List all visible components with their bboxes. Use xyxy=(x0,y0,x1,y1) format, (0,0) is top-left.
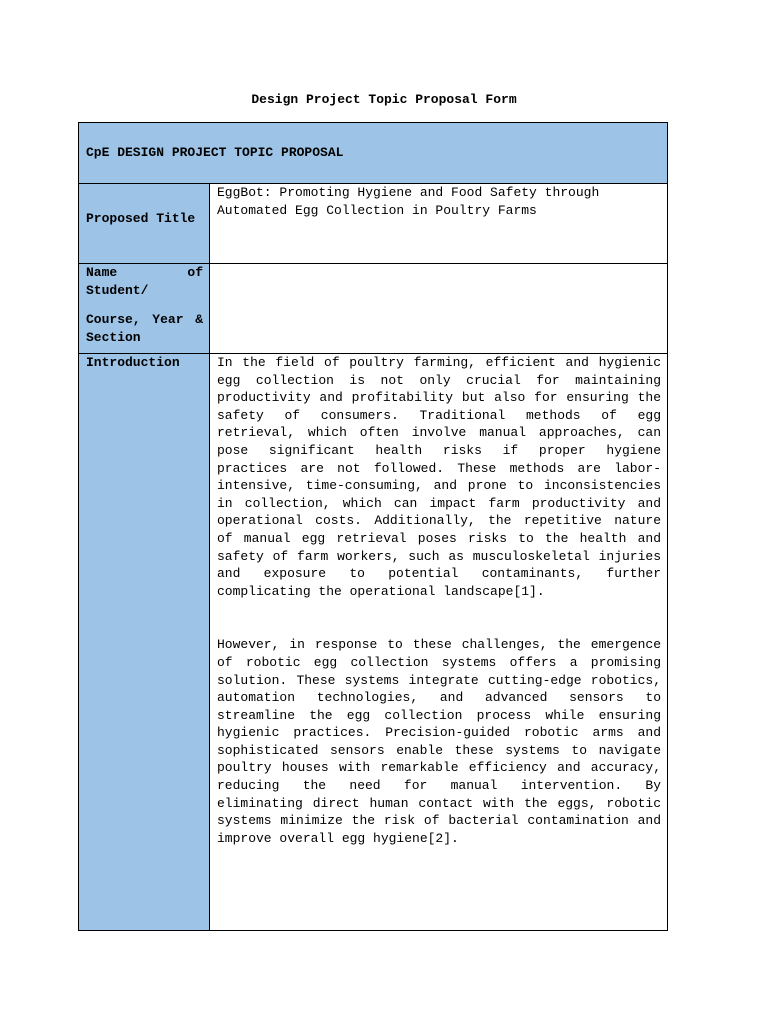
form-header: CpE DESIGN PROJECT TOPIC PROPOSAL xyxy=(79,123,668,184)
student-name-label: Name of Student/ xyxy=(86,265,203,298)
proposed-title-value: EggBot: Promoting Hygiene and Food Safety through Automated Egg Collection in Poultry Farms xyxy=(217,185,600,218)
introduction-label-cell xyxy=(79,354,210,931)
student-info-label-cell xyxy=(79,264,210,354)
introduction-body-cell[interactable] xyxy=(210,354,668,931)
proposed-title-value-cell[interactable] xyxy=(210,184,668,264)
proposed-title-label-cell xyxy=(79,184,210,264)
introduction-label: Introduction xyxy=(86,355,180,370)
form-header-row xyxy=(79,123,668,184)
proposed-title-row xyxy=(79,184,668,264)
course-year-section-label: Course, Year & Section xyxy=(86,312,203,345)
introduction-paragraph: In the field of poultry farming, efficient and hygienic egg collection is not only crucial for maintaining productivity and profitability but also for ensuring the safety of consumers. Traditional methods of egg retrieval, which often involve manual approaches, can pose significant health risks if proper hygiene practices are not followed. These methods are labor-intensive, time-consuming, and prone to inconsistencies in collection, which can impact farm productivity and operational costs. Additionally, the repetitive nature of manual egg retrieval poses risks to the health and safety of farm workers, such as musculoskeletal injuries and exposure to potential contaminants, further complicating the operational landscape[1]. xyxy=(217,355,662,599)
introduction-paragraph: However, in response to these challenges, the emergence of robotic egg collection systems offers a promising solution. These systems integrate cutting-edge robotics, automation technologies, and advanced sensors to streamline the egg collection process while ensuring hygienic practices. Precision-guided robotic arms and sophisticated sensors enable these systems to navigate poultry houses with remarkable efficiency and accuracy, reducing the need for manual intervention. By eliminating direct human contact with the eggs, robotic systems minimize the risk of bacterial contamination and improve overall egg hygiene[2]. xyxy=(217,637,662,846)
introduction-row xyxy=(79,354,668,931)
document-title: Design Project Topic Proposal Form xyxy=(251,92,517,107)
proposal-form-table xyxy=(78,122,668,931)
proposed-title-label: Proposed Title xyxy=(86,211,196,226)
student-info-value-cell[interactable] xyxy=(210,264,668,354)
student-info-row xyxy=(79,264,668,354)
